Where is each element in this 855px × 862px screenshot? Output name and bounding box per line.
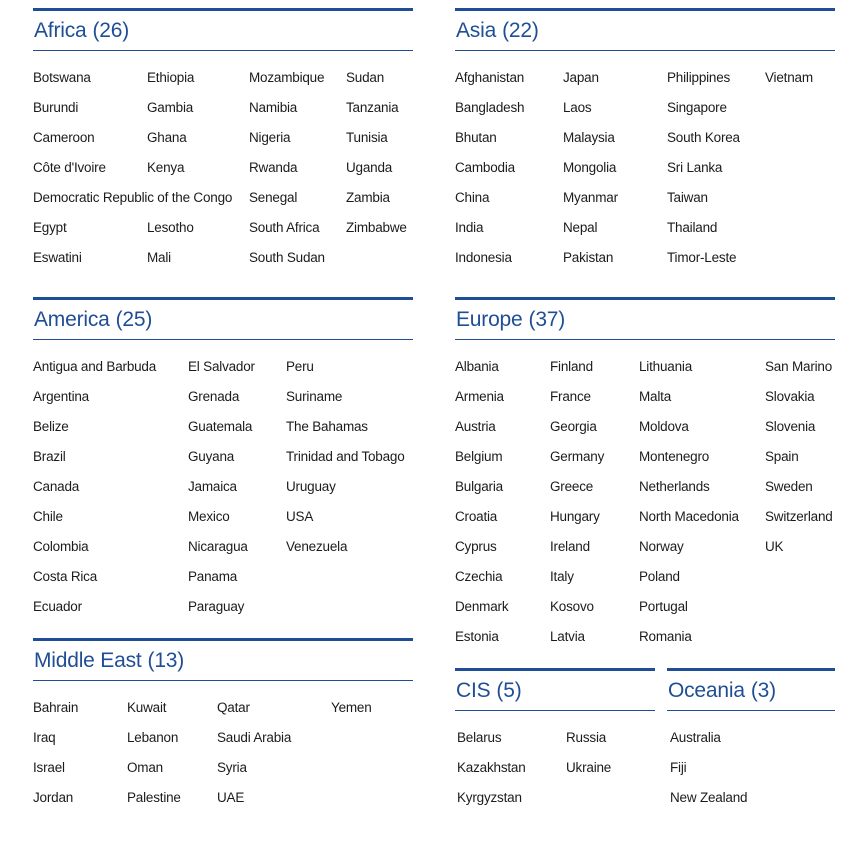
country-name: Poland bbox=[639, 569, 680, 584]
country-name: Indonesia bbox=[455, 250, 512, 265]
country-name: San Marino bbox=[765, 359, 833, 374]
country-name: Greece bbox=[550, 479, 594, 494]
country-name: Senegal bbox=[249, 190, 298, 205]
country-column bbox=[550, 358, 604, 658]
country-column bbox=[331, 699, 372, 729]
country-name: USA bbox=[286, 509, 314, 524]
country-column bbox=[566, 729, 611, 789]
country-name: Spain bbox=[765, 449, 799, 464]
country-name: Timor-Leste bbox=[667, 250, 737, 265]
country-name: North Macedonia bbox=[639, 509, 739, 524]
country-name: UK bbox=[765, 539, 784, 554]
section-heading bbox=[455, 671, 655, 711]
country-name: Mexico bbox=[188, 509, 230, 524]
country-name: Romania bbox=[639, 629, 692, 644]
country-column bbox=[455, 358, 508, 658]
country-name: Estonia bbox=[455, 629, 499, 644]
country-name: Antigua and Barbuda bbox=[33, 359, 157, 374]
region-count: (13) bbox=[147, 648, 185, 672]
country-name: Italy bbox=[550, 569, 574, 584]
country-name: Palestine bbox=[127, 790, 181, 805]
country-grid bbox=[455, 729, 655, 819]
country-name: Sri Lanka bbox=[667, 160, 723, 175]
country-name: Belize bbox=[33, 419, 69, 434]
country-name: Germany bbox=[550, 449, 605, 464]
region-asia bbox=[455, 8, 835, 279]
country-name: Russia bbox=[566, 730, 607, 745]
country-name: Qatar bbox=[217, 700, 250, 715]
country-name: Colombia bbox=[33, 539, 89, 554]
country-name: Kenya bbox=[147, 160, 185, 175]
country-name: Peru bbox=[286, 359, 314, 374]
region-title: Africa bbox=[34, 18, 87, 42]
country-name: Kyrgyzstan bbox=[457, 790, 522, 805]
country-name: Malta bbox=[639, 389, 672, 404]
country-name: Pakistan bbox=[563, 250, 614, 265]
country-name: Switzerland bbox=[765, 509, 833, 524]
country-name: Mozambique bbox=[249, 70, 325, 85]
country-name: Belgium bbox=[455, 449, 503, 464]
country-name: Hungary bbox=[550, 509, 600, 524]
section-heading bbox=[455, 300, 835, 340]
country-name: Bhutan bbox=[455, 130, 497, 145]
country-name: Slovakia bbox=[765, 389, 815, 404]
country-column bbox=[346, 69, 407, 249]
country-grid bbox=[33, 358, 413, 628]
region-count: (5) bbox=[496, 678, 522, 702]
region-europe bbox=[455, 297, 835, 658]
section-heading bbox=[667, 671, 835, 711]
region-middle-east bbox=[33, 638, 413, 819]
country-name: Denmark bbox=[455, 599, 509, 614]
country-column bbox=[765, 69, 813, 99]
region-title: CIS bbox=[456, 678, 491, 702]
country-name: Grenada bbox=[188, 389, 240, 404]
country-name: Montenegro bbox=[639, 449, 710, 464]
country-name: Israel bbox=[33, 760, 65, 775]
region-count: (37) bbox=[528, 307, 566, 331]
country-name: Finland bbox=[550, 359, 593, 374]
country-name: Ghana bbox=[147, 130, 187, 145]
country-name: Bulgaria bbox=[455, 479, 503, 494]
country-name: Ethiopia bbox=[147, 70, 195, 85]
section-heading bbox=[33, 641, 413, 681]
country-name: Ecuador bbox=[33, 599, 82, 614]
section-heading bbox=[33, 11, 413, 51]
region-count: (22) bbox=[502, 18, 539, 42]
country-column bbox=[457, 729, 526, 819]
country-name: Philippines bbox=[667, 70, 731, 85]
country-column bbox=[670, 729, 747, 819]
country-name: South Korea bbox=[667, 130, 740, 145]
country-name: Lithuania bbox=[639, 359, 692, 374]
country-name: Mongolia bbox=[563, 160, 617, 175]
country-name: Venezuela bbox=[286, 539, 348, 554]
country-name: Croatia bbox=[455, 509, 498, 524]
country-name: Lesotho bbox=[147, 220, 194, 235]
region-count: (25) bbox=[115, 307, 153, 331]
country-name: Trinidad and Tobago bbox=[286, 449, 405, 464]
country-column bbox=[188, 358, 255, 628]
country-name: Kosovo bbox=[550, 599, 594, 614]
country-name: El Salvador bbox=[188, 359, 255, 374]
country-name: Guatemala bbox=[188, 419, 253, 434]
country-grid bbox=[455, 358, 835, 658]
country-name: Thailand bbox=[667, 220, 718, 235]
country-name: Namibia bbox=[249, 100, 298, 115]
country-name: Guyana bbox=[188, 449, 235, 464]
country-name: Laos bbox=[563, 100, 592, 115]
country-name: New Zealand bbox=[670, 790, 748, 805]
country-name: Saudi Arabia bbox=[217, 730, 292, 745]
region-title: Oceania bbox=[668, 678, 745, 702]
country-name: Kazakhstan bbox=[457, 760, 526, 775]
country-name: Japan bbox=[563, 70, 599, 85]
region-cis bbox=[455, 668, 655, 819]
country-name: Zimbabwe bbox=[346, 220, 407, 235]
country-name: Paraguay bbox=[188, 599, 245, 614]
country-name: South Africa bbox=[249, 220, 320, 235]
country-name: Albania bbox=[455, 359, 499, 374]
country-name: China bbox=[455, 190, 490, 205]
country-column bbox=[33, 699, 78, 819]
country-name: Iraq bbox=[33, 730, 56, 745]
country-column bbox=[563, 69, 618, 279]
country-name: Brazil bbox=[33, 449, 66, 464]
country-name: Afghanistan bbox=[455, 70, 525, 85]
country-column bbox=[455, 69, 524, 279]
country-name: Cameroon bbox=[33, 130, 95, 145]
country-name: Austria bbox=[455, 419, 496, 434]
country-column bbox=[639, 358, 739, 658]
country-name: Oman bbox=[127, 760, 163, 775]
country-column bbox=[33, 69, 232, 279]
country-column bbox=[147, 69, 194, 279]
country-grid bbox=[33, 699, 413, 819]
country-name: Australia bbox=[670, 730, 721, 745]
country-name: Mali bbox=[147, 250, 171, 265]
country-name: Democratic Republic of the Congo bbox=[33, 190, 233, 205]
country-name: Suriname bbox=[286, 389, 343, 404]
country-name: Tanzania bbox=[346, 100, 399, 115]
country-name: Fiji bbox=[670, 760, 687, 775]
country-name: Panama bbox=[188, 569, 238, 584]
country-name: Burundi bbox=[33, 100, 79, 115]
country-name: Sweden bbox=[765, 479, 813, 494]
country-name: Côte d'Ivoire bbox=[33, 160, 106, 175]
country-name: Slovenia bbox=[765, 419, 816, 434]
region-title: America bbox=[34, 307, 110, 331]
region-oceania bbox=[667, 668, 835, 819]
country-grid bbox=[33, 69, 413, 279]
country-name: Malaysia bbox=[563, 130, 615, 145]
country-name: Yemen bbox=[331, 700, 372, 715]
country-name: Jordan bbox=[33, 790, 74, 805]
country-name: UAE bbox=[217, 790, 245, 805]
country-name: Zambia bbox=[346, 190, 390, 205]
country-name: Costa Rica bbox=[33, 569, 98, 584]
region-title: Europe bbox=[456, 307, 523, 331]
region-africa bbox=[33, 8, 413, 279]
country-name bbox=[147, 189, 194, 219]
country-name: Tunisia bbox=[346, 130, 388, 145]
country-name: Bahrain bbox=[33, 700, 79, 715]
country-column bbox=[286, 358, 405, 568]
section-heading bbox=[455, 11, 835, 51]
country-column bbox=[249, 69, 325, 279]
region-america bbox=[33, 297, 413, 628]
country-name: Cambodia bbox=[455, 160, 515, 175]
country-name: Ukraine bbox=[566, 760, 612, 775]
country-name: Czechia bbox=[455, 569, 503, 584]
country-name: Netherlands bbox=[639, 479, 710, 494]
country-grid bbox=[667, 729, 835, 819]
country-name: Botswana bbox=[33, 70, 91, 85]
country-name: Norway bbox=[639, 539, 684, 554]
country-name: Portugal bbox=[639, 599, 688, 614]
country-name: Georgia bbox=[550, 419, 597, 434]
country-column bbox=[127, 699, 181, 819]
country-name: The Bahamas bbox=[286, 419, 368, 434]
country-name: Jamaica bbox=[188, 479, 237, 494]
country-name: Chile bbox=[33, 509, 63, 524]
country-name: Argentina bbox=[33, 389, 89, 404]
country-name: Kuwait bbox=[127, 700, 167, 715]
country-name: Eswatini bbox=[33, 250, 82, 265]
country-name: Taiwan bbox=[667, 190, 708, 205]
country-name: Belarus bbox=[457, 730, 502, 745]
section-heading bbox=[33, 300, 413, 340]
country-name: Rwanda bbox=[249, 160, 298, 175]
region-count: (3) bbox=[750, 678, 776, 702]
country-column bbox=[765, 358, 833, 568]
country-name: Nigeria bbox=[249, 130, 291, 145]
country-column bbox=[33, 358, 156, 628]
country-column bbox=[217, 699, 291, 819]
country-name: Gambia bbox=[147, 100, 194, 115]
country-name: Egypt bbox=[33, 220, 67, 235]
country-name: South Sudan bbox=[249, 250, 325, 265]
country-name: Vietnam bbox=[765, 70, 813, 85]
country-name: Uruguay bbox=[286, 479, 336, 494]
country-name: Sudan bbox=[346, 70, 385, 85]
country-name: Cyprus bbox=[455, 539, 497, 554]
country-name: Latvia bbox=[550, 629, 585, 644]
country-name: Myanmar bbox=[563, 190, 618, 205]
country-name: Lebanon bbox=[127, 730, 179, 745]
country-name: Uganda bbox=[346, 160, 393, 175]
region-title: Middle East bbox=[34, 648, 142, 672]
region-count: (26) bbox=[92, 18, 130, 42]
country-name: Syria bbox=[217, 760, 247, 775]
country-name: India bbox=[455, 220, 484, 235]
country-grid bbox=[455, 69, 835, 279]
country-name: Ireland bbox=[550, 539, 590, 554]
region-title: Asia bbox=[456, 18, 497, 42]
country-name: Bangladesh bbox=[455, 100, 525, 115]
country-name: Moldova bbox=[639, 419, 689, 434]
country-name: Armenia bbox=[455, 389, 504, 404]
country-name: France bbox=[550, 389, 591, 404]
country-name: Nicaragua bbox=[188, 539, 248, 554]
country-name: Canada bbox=[33, 479, 80, 494]
country-column bbox=[667, 69, 740, 279]
country-name: Nepal bbox=[563, 220, 598, 235]
country-name: Singapore bbox=[667, 100, 727, 115]
